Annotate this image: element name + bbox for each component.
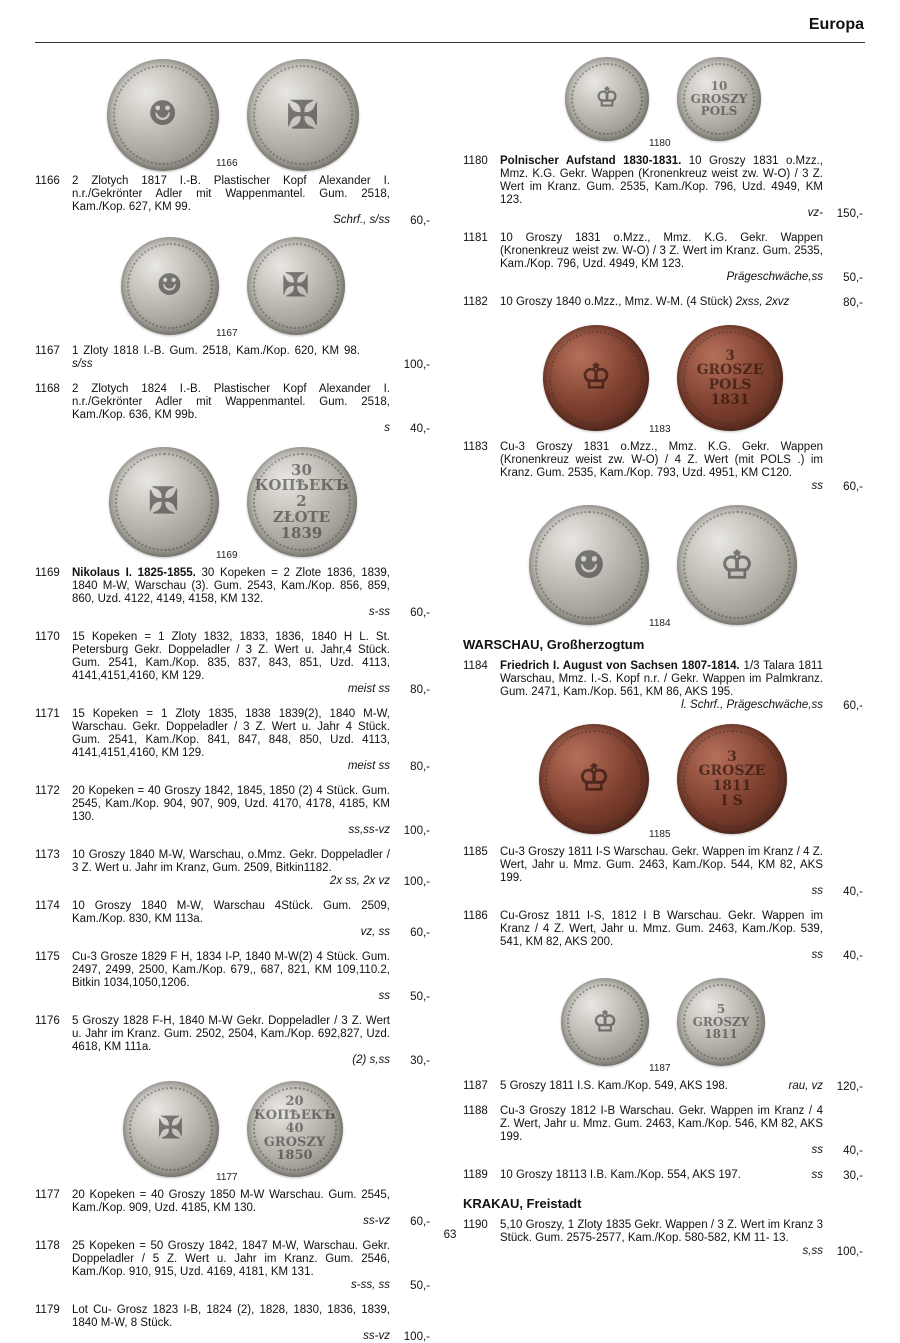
coin-obverse-eagle: ✠: [109, 447, 219, 557]
lot-number: 1177: [35, 1189, 60, 1201]
lot-description: 20 Kopeken = 40 Groszy 1850 M-W Warschau. Gum. 2545, Kam./Kop. 909, Uzd. 4185, KM 130.: [72, 1189, 390, 1214]
lot-number: 1168: [35, 383, 60, 395]
lot-entry: [463, 1105, 863, 1157]
lot-price: 80,-: [410, 761, 430, 773]
lot-description: 5 Groszy 1828 F-H, 1840 M-W Gekr. Doppeladler / 3 Z. Wert u. Jahr im Kranz. Gum. 2502, 2504, Kam./Kop. 692,827, Uzd. 4618, KM 111a.: [72, 1015, 390, 1053]
coin-obverse-portrait: ☻: [529, 505, 649, 625]
lot-price: 60,-: [410, 215, 430, 227]
coin-image-1180: [463, 55, 863, 147]
coin-reverse-arms: ♔: [677, 505, 797, 625]
lot-grade: ss,ss-vz: [348, 824, 390, 836]
image-lot-label: 1184: [649, 618, 671, 629]
image-lot-label: 1180: [649, 138, 671, 149]
lot-number: 1190: [463, 1219, 488, 1231]
lot-description: Cu-3 Groszy 1811 I-S Warschau. Gekr. Wappen im Kranz / 4 Z. Wert, Jahr u. Mmz. Gum. 2463, Kam./Kop. 544, KM 82, AKS 199.: [500, 846, 823, 884]
coin-image-1167: [35, 235, 430, 337]
lot-description: 5 Groszy 1811 I.S. Kam./Kop. 549, AKS 198.: [500, 1080, 729, 1092]
lot-description: 20 Kopeken = 40 Groszy 1842, 1845, 1850 (2) 4 Stück. Gum. 2545, Kam./Kop. 904, 907, 909, Uzd. 4170, 4178, 4185, KM 130.: [72, 785, 390, 823]
lot-number: 1178: [35, 1240, 60, 1252]
image-lot-label: 1167: [216, 328, 238, 339]
lot-grade: vz-: [807, 207, 823, 219]
lot-grade: 2xss, 2xvz: [735, 296, 790, 308]
coin-image-1177: [35, 1079, 430, 1181]
lot-grade: (2) s,ss: [352, 1054, 390, 1066]
lot-number: 1174: [35, 900, 60, 912]
lot-price: 100,-: [836, 1246, 863, 1258]
coin-obverse-portrait: ☻: [121, 237, 219, 335]
section-heading-krakau: KRAKAU, Freistadt: [463, 1196, 582, 1211]
lot-price: 60,-: [843, 700, 863, 712]
coin-image-1185: [463, 722, 863, 838]
lot-entry: [463, 296, 863, 309]
lot-grade: Prägeschwäche,ss: [726, 271, 823, 283]
lot-price: 60,-: [410, 607, 430, 619]
lot-number: 1189: [463, 1169, 488, 1181]
coin-reverse-eagle: ✠: [247, 59, 359, 171]
lot-price: 60,-: [843, 481, 863, 493]
lot-number: 1186: [463, 910, 488, 922]
coin-reverse-value: 5 GROSZY 1811: [677, 978, 765, 1066]
coin-image-1184: [463, 503, 863, 627]
coin-obverse-arms: ♔: [565, 57, 649, 141]
lot-description: Cu-3 Grosze 1829 F H, 1834 I-P, 1840 M-W(2) 4 Stück. Gum. 2497, 2499, 2500, Kam./Kop. 679,, 687, 821, KM 109,110.2, Bitkin 1034,1050,1206.: [72, 951, 390, 989]
lot-entry: [35, 345, 430, 371]
lot-number: 1188: [463, 1105, 488, 1117]
lot-number: 1171: [35, 708, 60, 720]
lot-number: 1169: [35, 567, 60, 579]
page-header-title: Europa: [808, 16, 864, 33]
lot-grade: l. Schrf., Prägeschwäche,ss: [681, 699, 823, 711]
lot-number: 1187: [463, 1080, 488, 1092]
lot-entry: [35, 631, 430, 696]
section-heading-warschau: WARSCHAU, Großherzogtum: [463, 637, 645, 652]
image-lot-label: 1166: [216, 158, 238, 169]
lot-number: 1172: [35, 785, 60, 797]
lot-description: 30 Kopeken = 2 Zlote 1836, 1839, 1840 M-W, Warschau (3). Gum. 2543, Kam./Kop. 856, 859, 860, Uzd. 4122, 4149, 4158, KM 132.: [72, 567, 390, 605]
lot-entry: [463, 660, 863, 712]
lot-description: 1/3 Talara 1811 Warschau, Mmz. I.-S. Kopf n.r. / Gekr. Wappen im Palmkranz. Gum. 2471, Kam./Kop. 561, KM 86, AKS 195.: [500, 660, 823, 698]
lot-price: 40,-: [843, 1145, 863, 1157]
lot-number: 1180: [463, 155, 488, 167]
lot-price: 40,-: [843, 950, 863, 962]
lot-grade: ss: [811, 1169, 823, 1181]
coin-obverse-arms: ♔: [561, 978, 649, 1066]
lot-grade: s: [384, 422, 390, 434]
lot-grade: s/ss: [72, 358, 93, 370]
coin-reverse-value: 20 КОПѢЕКЪ 40 GROSZY 1850: [247, 1081, 343, 1177]
lot-price: 50,-: [410, 991, 430, 1003]
lot-entry: [35, 849, 430, 888]
left-column: [35, 55, 430, 1343]
lot-entry: [463, 155, 863, 220]
lot-grade: ss-vz: [363, 1215, 390, 1227]
lot-description: 10 Groszy 1840 M-W, Warschau 4Stück. Gum. 2509, Kam./Kop. 830, KM 113a.: [72, 900, 390, 925]
lot-price: 60,-: [410, 927, 430, 939]
lot-grade: ss-vz: [363, 1330, 390, 1342]
lot-grade: ss: [811, 949, 823, 961]
image-lot-label: 1187: [649, 1063, 671, 1074]
lot-entry: [35, 383, 430, 435]
lot-number: 1183: [463, 441, 488, 453]
lot-description: Cu-3 Groszy 1831 o.Mzz., Mmz. K.G. Gekr. Wappen (Kronenkreuz weist zw. W-O) / 4 Z. Wert (mit POLS .) im Kranz. Gum. 2535, Kam./Kop. 793, Uzd. 4951, KM C120.: [500, 441, 823, 479]
coin-reverse-value: 3 GROSZE POLS 1831: [677, 325, 783, 431]
coin-image-1183: [463, 323, 863, 433]
lot-price: 30,-: [843, 1170, 863, 1182]
lot-description: 10 Groszy 1831 o.Mzz., Mmz. K.G. Gekr. Wappen (Kronenkreuz weist zw. W-O) / 3 Z. Wert im Kranz. Gum. 2535, Kam./Kop. 796, Uzd. 4949, KM 123.: [500, 155, 824, 206]
lot-description: 2 Zlotych 1817 I.-B. Plastischer Kopf Alexander I. n.r./Gekrönter Adler mit Wappenmantel. Gum. 2518, Kam./Kop. 627, KM 99.: [72, 175, 390, 213]
lot-grade: meist ss: [347, 683, 390, 695]
coin-reverse-value: 10 GROSZY POLS: [677, 57, 761, 141]
lot-entry: [35, 951, 430, 1003]
lot-entry: [35, 1304, 430, 1343]
coin-image-1187: [463, 976, 863, 1072]
lot-entry: [35, 708, 430, 773]
lot-entry: [463, 910, 863, 962]
lot-number: 1167: [35, 345, 60, 357]
lot-price: 50,-: [410, 1280, 430, 1292]
lot-entry: [463, 1080, 863, 1093]
lot-grade: meist ss: [347, 760, 390, 772]
lot-description: 10 Groszy 1840 M-W, Warschau, o.Mmz. Gekr. Doppeladler / 3 Z. Wert u. Jahr im Kranz, Gum. 2509, Bitkin1182.: [72, 849, 390, 874]
lot-grade: 2x ss, 2x vz: [329, 875, 390, 887]
lot-price: 100,-: [403, 825, 430, 837]
coin-reverse-value: 30 КОПѢЕКЪ 2 ZŁOTE 1839: [247, 447, 357, 557]
lot-grade: ss: [811, 885, 823, 897]
lot-entry: [463, 846, 863, 898]
lot-entry: [463, 1169, 863, 1182]
right-column: [463, 55, 863, 1258]
lot-price: 60,-: [410, 1216, 430, 1228]
lot-number: 1173: [35, 849, 60, 861]
lot-grade: rau, vz: [788, 1080, 823, 1092]
lot-number: 1175: [35, 951, 60, 963]
lot-grade: ss: [378, 990, 390, 1002]
lot-entry: [35, 567, 430, 619]
lot-price: 80,-: [410, 684, 430, 696]
lot-price: 40,-: [843, 886, 863, 898]
coin-image-1169: [35, 445, 430, 559]
page-number: 63: [443, 1229, 457, 1241]
lot-number: 1166: [35, 175, 60, 187]
lot-description: 2 Zlotych 1824 I.-B. Plastischer Kopf Alexander I. n.r./Gekrönter Adler mit Wappenmantel. Gum. 2518, Kam./Kop. 636, KM 99b.: [72, 383, 390, 421]
image-lot-label: 1177: [216, 1172, 238, 1183]
lot-entry: [35, 1015, 430, 1067]
lot-number: 1179: [35, 1304, 60, 1316]
lot-price: 30,-: [410, 1055, 430, 1067]
lot-price: 80,-: [843, 297, 863, 309]
image-lot-label: 1169: [216, 550, 238, 561]
lot-grade: Schrf., s/ss: [333, 214, 390, 226]
lot-number: 1185: [463, 846, 488, 858]
lot-price: 120,-: [836, 1081, 863, 1093]
lot-number: 1176: [35, 1015, 60, 1027]
lot-title: Polnischer Aufstand 1830-1831.: [500, 155, 682, 167]
lot-description: 15 Kopeken = 1 Zloty 1832, 1833, 1836, 1840 H L. St. Petersburg Gekr. Doppeladler / 3 Z. Wert u. Jahr,4 Stück. Gum. 2541, Kam./Kop. 835, 837, 843, 851, Uzd. 4113, 4141,4151,4160, KM 129.: [72, 631, 390, 682]
coin-image-1166: [35, 55, 430, 167]
lot-entry: [35, 1189, 430, 1228]
coin-obverse-arms: ♔: [539, 724, 649, 834]
image-lot-label: 1183: [649, 424, 671, 435]
lot-description: 10 Groszy 18113 I.B. Kam./Kop. 554, AKS 197.: [500, 1169, 741, 1181]
lot-description: 10 Groszy 1840 o.Mzz., Mmz. W-M. (4 Stück): [500, 296, 733, 308]
lot-entry: [463, 441, 863, 493]
lot-price: 50,-: [843, 272, 863, 284]
lot-title: Friedrich I. August von Sachsen 1807-1814.: [500, 660, 740, 672]
lot-number: 1182: [463, 296, 488, 308]
coin-obverse-arms: ♔: [543, 325, 649, 431]
coin-obverse-portrait: ☻: [107, 59, 219, 171]
lot-price: 100,-: [403, 359, 430, 371]
lot-description: Cu-Grosz 1811 I-S, 1812 I B Warschau. Gekr. Wappen im Kranz / 4 Z. Wert, Jahr u. Mmz. Gum. 2463, Kam./Kop. 539, 541, KM 82, AKS 200.: [500, 910, 823, 948]
lot-description: 25 Kopeken = 50 Groszy 1842, 1847 M-W, Warschau. Gekr. Doppeladler / 5 Z. Wert u. Jahr im Kranz. Gum. 2546, Kam./Kop. 910, 915, Uzd. 4169, 4181, KM 131.: [72, 1240, 390, 1278]
lot-description: 1 Zloty 1818 I.-B. Gum. 2518, Kam./Kop. 620, KM 98.: [72, 345, 360, 357]
lot-grade: s-ss: [368, 606, 390, 618]
image-lot-label: 1185: [649, 829, 671, 840]
lot-grade: s-ss, ss: [351, 1279, 390, 1291]
lot-price: 100,-: [403, 876, 430, 888]
lot-description: Cu-3 Groszy 1812 I-B Warschau. Gekr. Wappen im Kranz / 4 Z. Wert, Jahr u. Mmz. Gum. 2463, Kam./Kop. 546, KM 82, AKS 199.: [500, 1105, 823, 1143]
lot-entry: [463, 232, 863, 284]
lot-number: 1170: [35, 631, 60, 643]
lot-entry: [35, 175, 430, 227]
lot-price: 150,-: [836, 208, 863, 220]
lot-grade: vz, ss: [360, 926, 390, 938]
lot-price: 40,-: [410, 423, 430, 435]
coin-obverse-eagle: ✠: [123, 1081, 219, 1177]
lot-description: 5,10 Groszy, 1 Zloty 1835 Gekr. Wappen / 3 Z. Wert im Kranz 3 Stück. Gum. 2575-2577, Kam./Kop. 580-582, KM 11- 13.: [500, 1219, 823, 1244]
lot-grade: ss: [811, 1144, 823, 1156]
lot-description: 10 Groszy 1831 o.Mzz., Mmz. K.G. Gekr. Wappen (Kronenkreuz weist zw. W-O) / 3 Z. Wert im Kranz. Gum. 2535, Kam./Kop. 796, Uzd. 4949, KM 123.: [500, 232, 823, 270]
lot-entry: [35, 785, 430, 837]
coin-reverse-eagle: ✠: [247, 237, 345, 335]
lot-entry: [35, 900, 430, 939]
lot-grade: s,ss: [802, 1245, 823, 1257]
lot-description: 15 Kopeken = 1 Zloty 1835, 1838 1839(2), 1840 M-W, Warschau. Gekr. Doppeladler / 3 Z. Wert u. Jahr 4 Stück. Gum. 2541, Kam./Kop. 841, 847, 848, 850, Uzd. 4113, 4141,4151,4160, KM 129.: [72, 708, 390, 759]
lot-grade: ss: [811, 480, 823, 492]
header-divider: [35, 42, 865, 43]
lot-description: Lot Cu- Grosz 1823 I-B, 1824 (2), 1828, 1830, 1836, 1839, 1840 M-W, 8 Stück.: [72, 1304, 390, 1329]
lot-price: 100,-: [403, 1331, 430, 1343]
lot-number: 1181: [463, 232, 488, 244]
coin-reverse-value: 3 GROSZE 1811 I S: [677, 724, 787, 834]
lot-number: 1184: [463, 660, 488, 672]
lot-title: Nikolaus I. 1825-1855.: [72, 567, 196, 579]
lot-entry: [35, 1240, 430, 1292]
